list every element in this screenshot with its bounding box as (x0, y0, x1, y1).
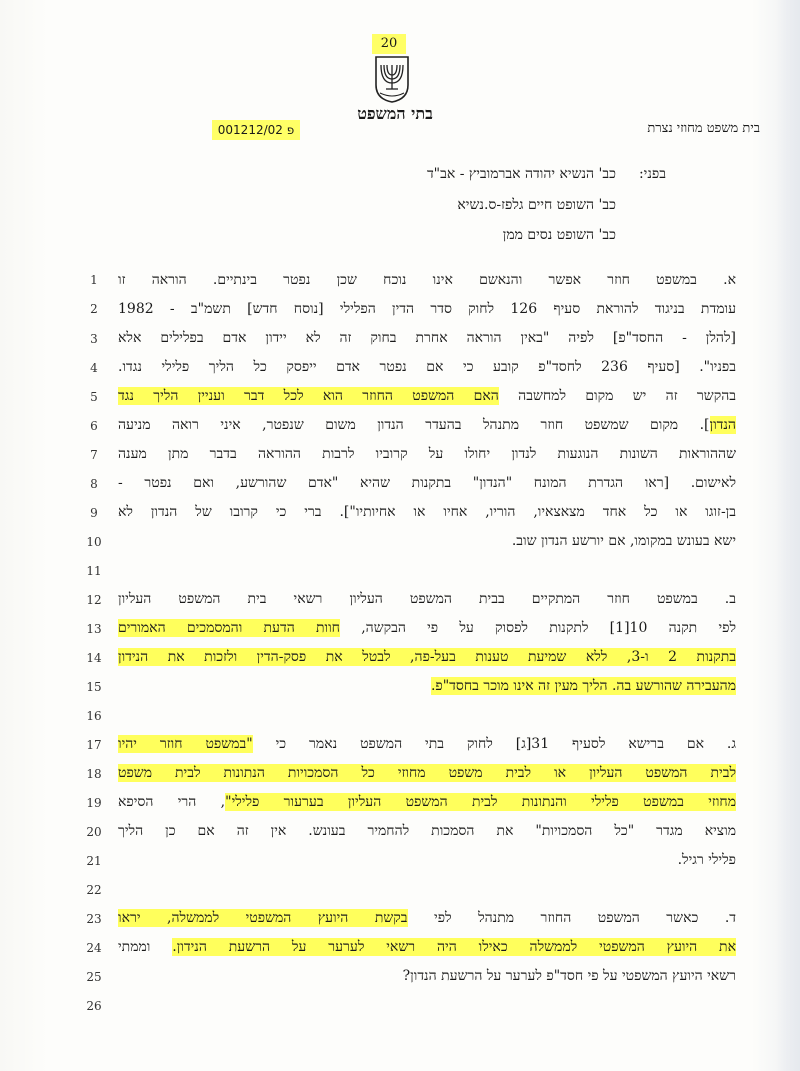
line-number: 11 (86, 564, 102, 578)
menorah-emblem-icon (372, 55, 412, 103)
line-number: 26 (86, 999, 102, 1013)
body-text: ]. מקום שמשפט חוזר מתנהל בהעדר הנדון משום שנפטר, איני רואה מניעה (118, 417, 710, 433)
body-line (118, 385, 736, 407)
body-text: בהקשר זה יש מקום למחשבה (498, 388, 736, 404)
line-number: 6 (90, 419, 98, 433)
line-number: 23 (86, 912, 102, 926)
line-number: 19 (86, 796, 102, 810)
line-number: 3 (90, 332, 98, 346)
page-edge-shadow (776, 0, 800, 1071)
body-line: מוציא מגדר "כל הסמכויות" את הסמכות להחמיר בעונש. אין זה אם כן הליך (118, 823, 736, 839)
body-line: שההוראות השונות הנוגעות לנדון יחולו על קרוביו לרבות ההוראה בדבר מתן מענה (118, 446, 736, 462)
line-number: 9 (90, 506, 98, 520)
body-line (118, 646, 736, 668)
page-number: 20 (372, 34, 406, 54)
body-line: בן-זוגו או כל אחד מצאצאיו, הוריו, אחיו או אחיותיו"]. ברי כי קרובו של הנדון לא (118, 504, 736, 520)
body-line: ישא בעונש במקומו, אם יורשע הנדון שוב. (511, 533, 736, 549)
highlighted-text: בתקנות 2 ו-3, ללא שמיעת טענות בעל-פה, לבטל את פסק-הדין ולזכות את הנידון (118, 649, 736, 665)
body-text: ד. כאשר המשפט החוזר מתנהל לפי (407, 910, 736, 926)
body-line: א. במשפט חוזר אפשר והנאשם אינו נוכח שכן נפטר בינתיים. הוראה זו (118, 272, 736, 288)
body-line: לאישום. [ראו הגדרת המונח "הנדון" בתקנות שהיא "אדם שהורשע, ואם נפטר - (118, 475, 736, 491)
body-line (118, 936, 736, 958)
line-number: 21 (86, 854, 102, 868)
body-line (118, 733, 736, 755)
highlighted-text: חוות הדעת והמסמכים האמורים (118, 620, 340, 636)
highlighted-text: בקשת היועץ המשפטי לממשלה, יראו (118, 910, 408, 926)
line-number: 13 (86, 622, 102, 636)
line-number: 20 (86, 825, 102, 839)
body-text: וממתי (118, 939, 173, 955)
highlighted-text: הנדון (709, 417, 736, 433)
line-number: 14 (86, 651, 102, 665)
body-line (118, 617, 736, 639)
body-text: , הרי הסיפא (118, 794, 226, 810)
judge-2: כב' השופט חיים גלפז-ס.נשיא (457, 197, 616, 213)
before-label: בפני: (638, 166, 666, 182)
court-name: בתי המשפט (357, 104, 433, 123)
body-line (118, 791, 736, 813)
judge-3: כב' השופט נסים ממן (502, 227, 616, 243)
body-line: [להלן - החסד"פ] לפיה "באין הוראה אחרת בחוק זה לא יידון אדם בפלילים אלא (118, 330, 736, 346)
body-line: פלילי רגיל. (677, 852, 736, 868)
highlighted-text: מהעבירה שהורשע בה. הליך מעין זה אינו מוכר בחסד"פ. (430, 678, 736, 694)
body-line (118, 414, 736, 436)
body-line: בפניו". [סעיף 236 לחסד"פ קובע כי אם נפטר אדם ייפסק כל הליך פלילי נגדו. (118, 359, 736, 375)
line-number: 4 (90, 361, 98, 375)
line-number: 15 (86, 680, 102, 694)
line-number: 1 (90, 273, 98, 287)
line-number: 24 (86, 941, 102, 955)
body-line: ב. במשפט חוזר המתקיים בבית המשפט העליון רשאי בית המשפט העליון (118, 591, 736, 607)
file-number: פ 001212/02 (212, 120, 300, 140)
highlighted-text: את היועץ המשפטי לממשלה כאילו היה רשאי לערער על הרשעת הנידון. (172, 939, 736, 955)
line-number: 18 (86, 767, 102, 781)
body-text: ג. אם ברישא לסעיף 31[ג] לחוק בתי המשפט נאמר כי (252, 736, 736, 752)
line-number: 2 (90, 302, 98, 316)
highlighted-text: "במשפט חוזר יהיו (118, 736, 253, 752)
district-court: בית משפט מחוזי נצרת (647, 121, 760, 136)
line-number: 17 (86, 738, 102, 752)
line-number: 25 (86, 970, 102, 984)
line-number: 10 (86, 535, 102, 549)
line-number: 7 (90, 448, 98, 462)
highlighted-text: לבית המשפט העליון או לבית משפט מחוזי כל הסמכויות הנתונות לבית משפט (118, 765, 736, 781)
body-line (118, 675, 736, 697)
line-number: 22 (86, 883, 102, 897)
judge-1: כב' הנשיא יהודה אברמוביץ - אב"ד (426, 166, 616, 182)
line-number: 16 (86, 709, 102, 723)
body-line (118, 762, 736, 784)
highlighted-text: מחוזי במשפט פלילי והנתונות לבית המשפט העליון בערעור פלילי" (225, 794, 736, 810)
line-number: 8 (90, 477, 98, 491)
line-number: 12 (86, 593, 102, 607)
highlighted-text: האם המשפט החוזר הוא לכל דבר ועניין הליך נגד (118, 388, 499, 404)
body-text: לפי תקנה 10[1] לתקנות לפסוק על פי הבקשה, (339, 620, 736, 636)
body-line: עומדת בניגוד להוראת סעיף 126 לחוק סדר הדין הפלילי [נוסח חדש] תשמ"ב - 1982 (118, 301, 736, 317)
body-line: רשאי היועץ המשפטי על פי חסד"פ לערער על הרשעת הנדון? (402, 968, 736, 984)
line-number: 5 (90, 390, 98, 404)
body-line (118, 907, 736, 929)
